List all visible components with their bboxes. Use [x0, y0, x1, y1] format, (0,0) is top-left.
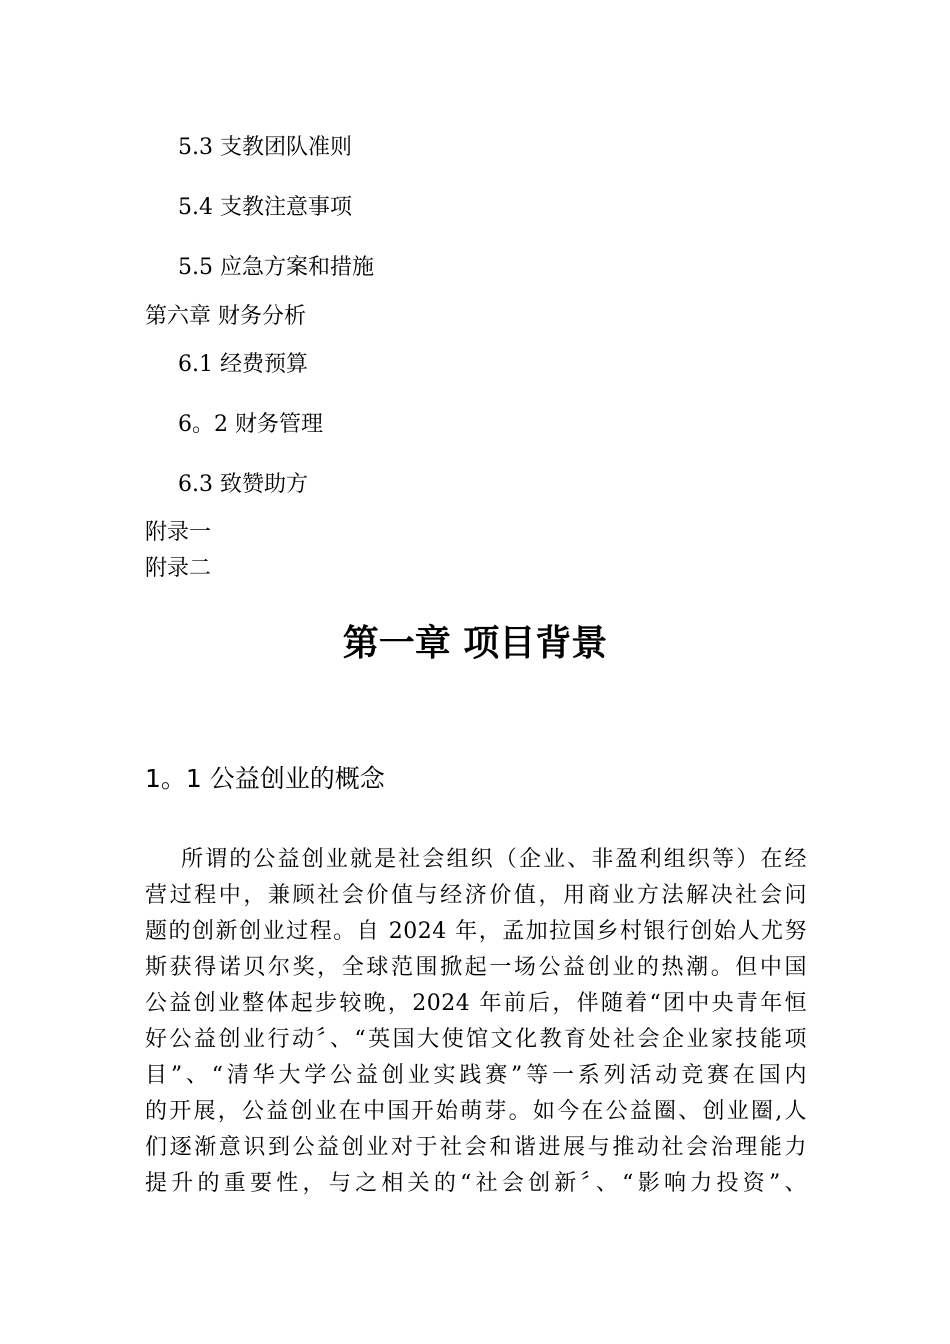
- paragraph-line: 题的创新创业过程。自 2024 年，孟加拉国乡村银行创始人尤努: [145, 919, 807, 944]
- chapter-title: 第一章 项目背景: [342, 623, 608, 664]
- toc-item-6-2[interactable]: 6。2 财务管理: [178, 412, 323, 437]
- paragraph-line: 好公益创业行动〞、“英国大使馆文化教育处社会企业家技能项: [145, 1027, 807, 1052]
- section-heading: 1。1 公益创业的概念: [145, 764, 385, 793]
- toc-item-chapter-6[interactable]: 第六章 财务分析: [145, 304, 306, 329]
- toc-item-6-1[interactable]: 6.1 经费预算: [178, 352, 308, 377]
- paragraph-line: 目”、“清华大学公益创业实践赛”等一系列活动竞赛在国内: [145, 1063, 807, 1088]
- toc-item-appendix-2[interactable]: 附录二: [145, 556, 212, 581]
- toc-item-5-3[interactable]: 5.3 支教团队准则: [178, 135, 352, 160]
- toc-item-appendix-1[interactable]: 附录一: [145, 520, 212, 545]
- paragraph-line: 营过程中，兼顾社会价值与经济价值，用商业方法解决社会问: [145, 883, 807, 908]
- toc-item-5-4[interactable]: 5.4 支教注意事项: [178, 195, 352, 220]
- toc-item-6-3[interactable]: 6.3 致赞助方: [178, 472, 308, 497]
- toc-item-5-5[interactable]: 5.5 应急方案和措施: [178, 255, 374, 280]
- paragraph-line: 公益创业整体起步较晚，2024 年前后，伴随着“团中央青年恒: [145, 991, 807, 1016]
- paragraph-line: 的开展，公益创业在中国开始萌芽。如今在公益圈、创业圈,人: [145, 1099, 807, 1124]
- body-paragraph: [145, 845, 807, 1205]
- paragraph-line: 斯获得诺贝尔奖，全球范围掀起一场公益创业的热潮。但中国: [145, 955, 807, 980]
- paragraph-line: 所谓的公益创业就是社会组织（企业、非盈利组织等）在经: [181, 847, 807, 872]
- paragraph-line: 提升的重要性，与之相关的“社会创新〞、“影响力投资”、: [145, 1171, 807, 1196]
- paragraph-line: 们逐渐意识到公益创业对于社会和谐进展与推动社会治理能力: [145, 1135, 807, 1160]
